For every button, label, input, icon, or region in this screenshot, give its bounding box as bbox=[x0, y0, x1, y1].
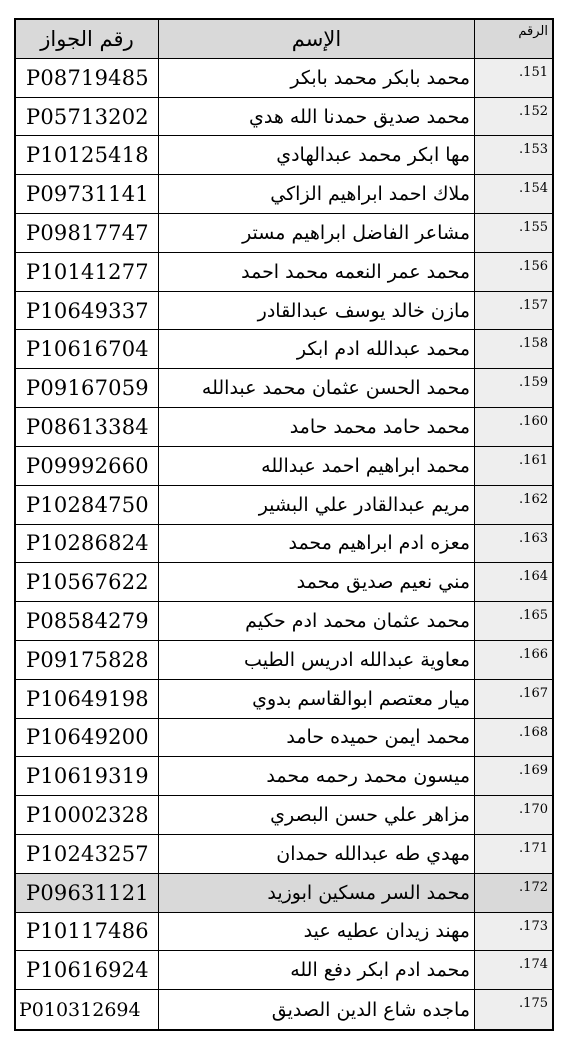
row-number-cell: .173 bbox=[475, 913, 552, 952]
row-number-cell: .165 bbox=[475, 602, 552, 641]
name-cell: مريم عبدالقادر علي البشير bbox=[159, 486, 475, 525]
passport-number-cell: P09731141 bbox=[16, 175, 159, 214]
passport-number-cell: P10567622 bbox=[16, 563, 159, 602]
passport-number-cell: P08584279 bbox=[16, 602, 159, 641]
passport-number-cell: P05713202 bbox=[16, 98, 159, 137]
row-number-cell: .159 bbox=[475, 369, 552, 408]
passport-number-cell: P09631121 bbox=[16, 874, 159, 913]
row-number-cell: .160 bbox=[475, 408, 552, 447]
row-number-cell: .164 bbox=[475, 563, 552, 602]
name-cell: ماجده شاع الدين الصديق bbox=[159, 990, 475, 1029]
row-number-cell: .157 bbox=[475, 292, 552, 331]
name-cell: محمد عمر النعمه محمد احمد bbox=[159, 253, 475, 292]
name-cell: مشاعر الفاضل ابراهيم مستر bbox=[159, 214, 475, 253]
passport-number-cell: P10002328 bbox=[16, 796, 159, 835]
row-number-cell: .166 bbox=[475, 641, 552, 680]
passport-number-cell: P08719485 bbox=[16, 59, 159, 98]
column-header-number: الرقم bbox=[475, 20, 552, 59]
row-number-cell: .167 bbox=[475, 680, 552, 719]
name-cell: مها ابكر محمد عبدالهادي bbox=[159, 136, 475, 175]
row-number-cell: .162 bbox=[475, 486, 552, 525]
passport-number-cell: P10243257 bbox=[16, 835, 159, 874]
column-header-passport: رقم الجواز bbox=[16, 20, 159, 59]
passport-number-cell: P10141277 bbox=[16, 253, 159, 292]
passport-number-cell: P010312694 bbox=[16, 990, 159, 1029]
passport-number-cell: P09175828 bbox=[16, 641, 159, 680]
passport-number-cell: P10286824 bbox=[16, 525, 159, 564]
row-number-cell: .171 bbox=[475, 835, 552, 874]
name-cell: محمد عثمان محمد ادم حكيم bbox=[159, 602, 475, 641]
name-cell: محمد عبدالله ادم ابكر bbox=[159, 330, 475, 369]
row-number-cell: .155 bbox=[475, 214, 552, 253]
passport-number-cell: P09817747 bbox=[16, 214, 159, 253]
passport-number-cell: P10616704 bbox=[16, 330, 159, 369]
name-cell: مازن خالد يوسف عبدالقادر bbox=[159, 292, 475, 331]
name-cell: ميسون محمد رحمه محمد bbox=[159, 757, 475, 796]
row-number-cell: .154 bbox=[475, 175, 552, 214]
column-header-name: الإسم bbox=[159, 20, 475, 59]
row-number-cell: .151 bbox=[475, 59, 552, 98]
passport-list-table bbox=[14, 18, 554, 1031]
row-number-cell: .168 bbox=[475, 719, 552, 758]
passport-number-cell: P10125418 bbox=[16, 136, 159, 175]
name-cell: محمد حامد محمد حامد bbox=[159, 408, 475, 447]
name-cell: محمد ايمن حميده حامد bbox=[159, 719, 475, 758]
passport-number-cell: P10649337 bbox=[16, 292, 159, 331]
name-cell: مهدي طه عبدالله حمدان bbox=[159, 835, 475, 874]
name-cell: مهند زيدان عطيه عيد bbox=[159, 913, 475, 952]
row-number-cell: .175 bbox=[475, 990, 552, 1029]
name-cell: مزاهر علي حسن البصري bbox=[159, 796, 475, 835]
name-cell: محمد ادم ابكر دفع الله bbox=[159, 951, 475, 990]
passport-number-cell: P09167059 bbox=[16, 369, 159, 408]
passport-number-cell: P10616924 bbox=[16, 951, 159, 990]
row-number-cell: .169 bbox=[475, 757, 552, 796]
passport-number-cell: P10619319 bbox=[16, 757, 159, 796]
name-cell: مني نعيم صديق محمد bbox=[159, 563, 475, 602]
row-number-cell: .163 bbox=[475, 525, 552, 564]
name-cell: ملاك احمد ابراهيم الزاكي bbox=[159, 175, 475, 214]
passport-number-cell: P08613384 bbox=[16, 408, 159, 447]
row-number-cell: .152 bbox=[475, 98, 552, 137]
name-cell: محمد بابكر محمد بابكر bbox=[159, 59, 475, 98]
name-cell: محمد ابراهيم احمد عبدالله bbox=[159, 447, 475, 486]
row-number-cell: .170 bbox=[475, 796, 552, 835]
name-cell: محمد السر مسكين ابوزيد bbox=[159, 874, 475, 913]
name-cell: معزه ادم ابراهيم محمد bbox=[159, 525, 475, 564]
row-number-cell: .158 bbox=[475, 330, 552, 369]
passport-number-cell: P10649198 bbox=[16, 680, 159, 719]
row-number-cell: .153 bbox=[475, 136, 552, 175]
name-cell: ميار معتصم ابوالقاسم بدوي bbox=[159, 680, 475, 719]
name-cell: محمد صديق حمدنا الله هدي bbox=[159, 98, 475, 137]
name-cell: معاوية عبدالله ادريس الطيب bbox=[159, 641, 475, 680]
name-cell: محمد الحسن عثمان محمد عبدالله bbox=[159, 369, 475, 408]
row-number-cell: .156 bbox=[475, 253, 552, 292]
passport-number-cell: P10649200 bbox=[16, 719, 159, 758]
passport-number-cell: P10117486 bbox=[16, 913, 159, 952]
passport-number-cell: P10284750 bbox=[16, 486, 159, 525]
row-number-cell: .161 bbox=[475, 447, 552, 486]
passport-number-cell: P09992660 bbox=[16, 447, 159, 486]
row-number-cell: .172 bbox=[475, 874, 552, 913]
row-number-cell: .174 bbox=[475, 951, 552, 990]
